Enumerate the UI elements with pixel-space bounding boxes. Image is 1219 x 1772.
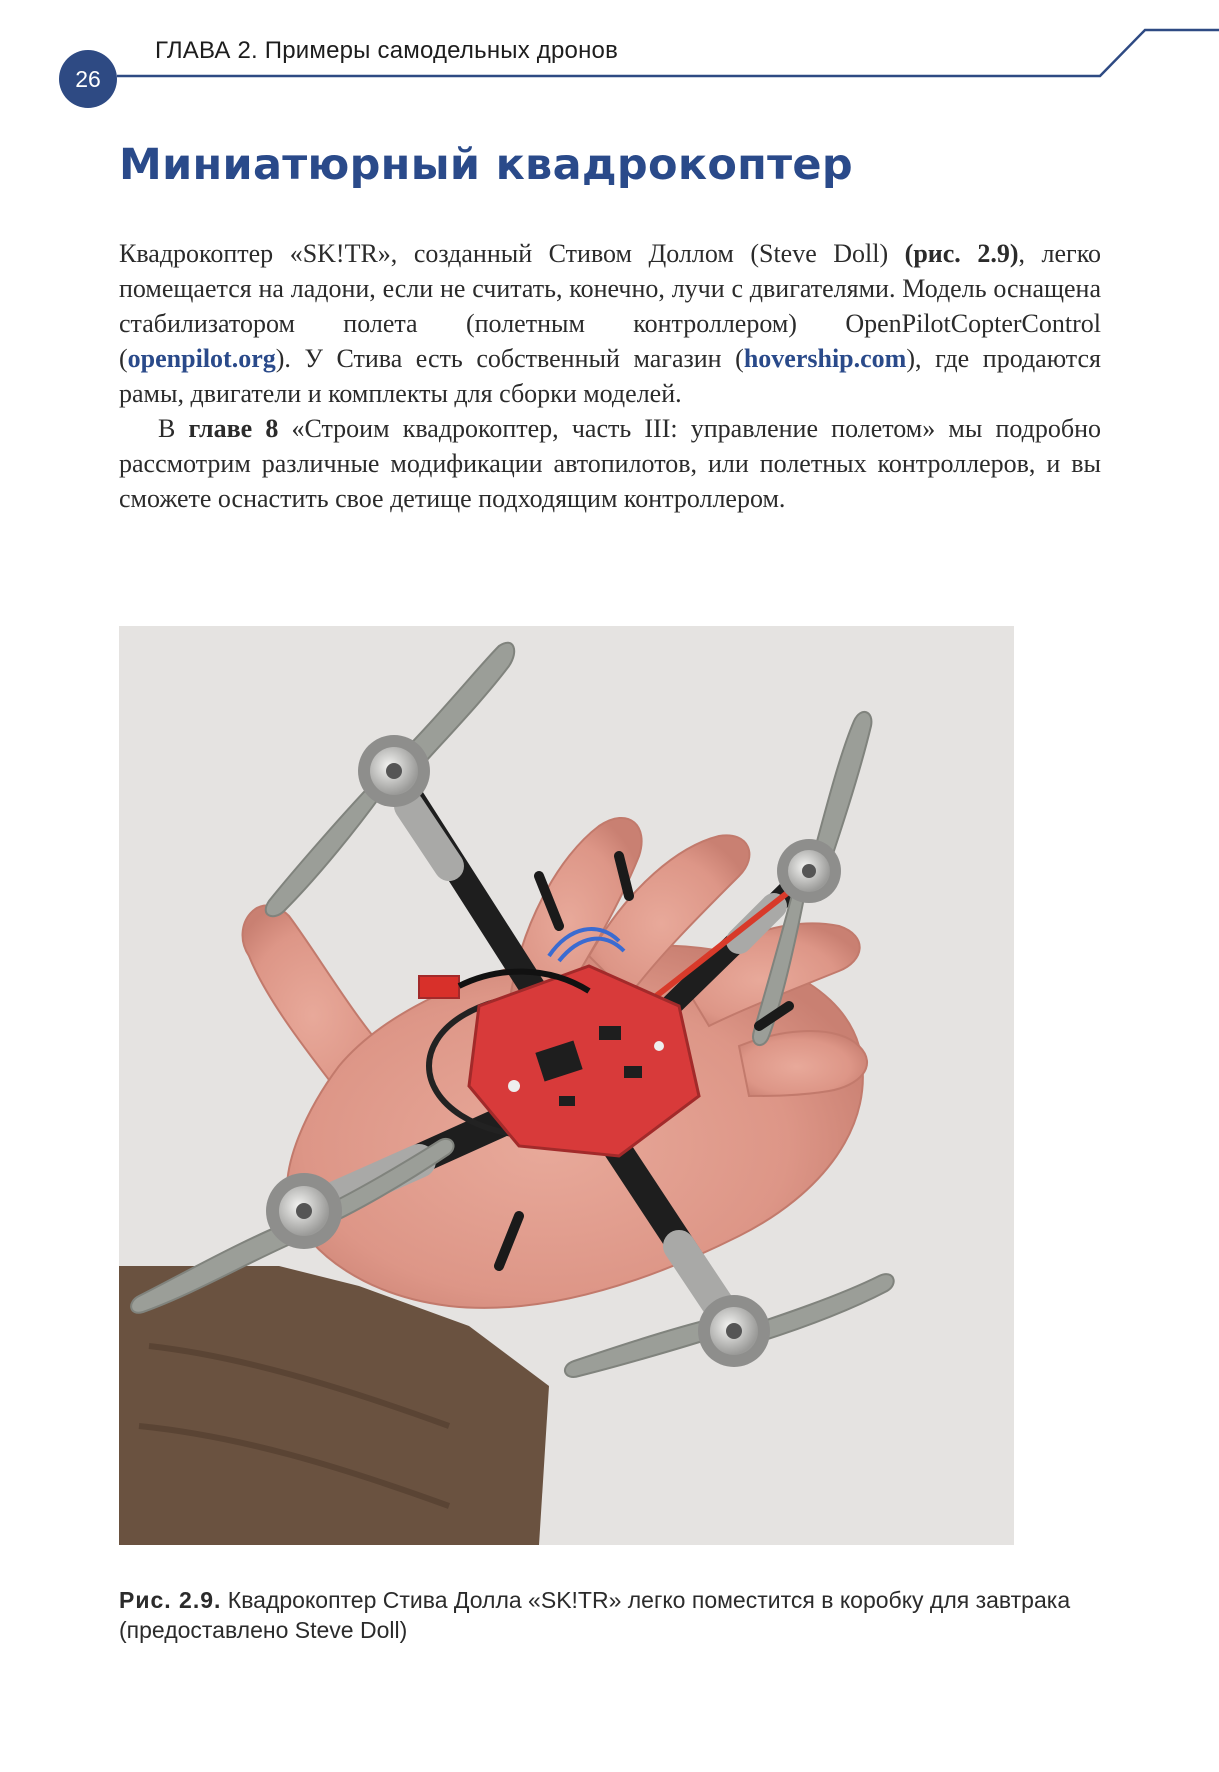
openpilot-link[interactable]: openpilot.org <box>127 344 276 373</box>
caption-text: Квадрокоптер Стива Долла «SK!TR» легко поместится в коробку для завтрака (предоставлено Steve Doll) <box>119 1587 1071 1643</box>
p2-text-a: В <box>158 414 189 443</box>
quadcopter-illustration <box>119 626 1014 1545</box>
p2-text-b: «Строим квадрокоптер, часть III: управление полетом» мы подробно рассмотрим различные модификации автопилотов, или полетных контроллеров, и вы сможете оснастить свое детище подходящим контроллером. <box>119 414 1102 513</box>
hovership-link[interactable]: hovership.com <box>743 344 907 373</box>
p1-text-b: , легко помещается на ладони, если не считать, конечно, лучи с двигателями. Модель оснащена стабилизатором полета (полетным контроллером) OpenPilotCopterControl ( <box>119 239 1102 373</box>
p1-text-d: ), где продаются рамы, двигатели и комплекты для сборки моделей. <box>119 344 1101 408</box>
figure-reference: (рис. 2.9) <box>904 239 1019 268</box>
chapter-reference: главе 8 <box>188 414 279 443</box>
figure-label: Рис. 2.9. <box>119 1587 222 1613</box>
page-number: 26 <box>59 50 117 108</box>
paragraph-2 <box>119 411 1101 516</box>
p1-text-c: ). У Стива есть собственный магазин ( <box>275 344 744 373</box>
p1-text-a: Квадрокоптер «SK!TR», созданный Стивом Доллом (Steve Doll) <box>119 239 905 268</box>
body-text <box>119 236 1101 516</box>
paragraph-1 <box>119 236 1101 411</box>
quadcopter-photo <box>119 626 1014 1545</box>
figure-caption <box>119 1585 1101 1645</box>
section-title: Миниатюрный квадрокоптер <box>119 140 853 190</box>
chapter-title: ГЛАВА 2. Примеры самодельных дронов <box>155 37 619 64</box>
